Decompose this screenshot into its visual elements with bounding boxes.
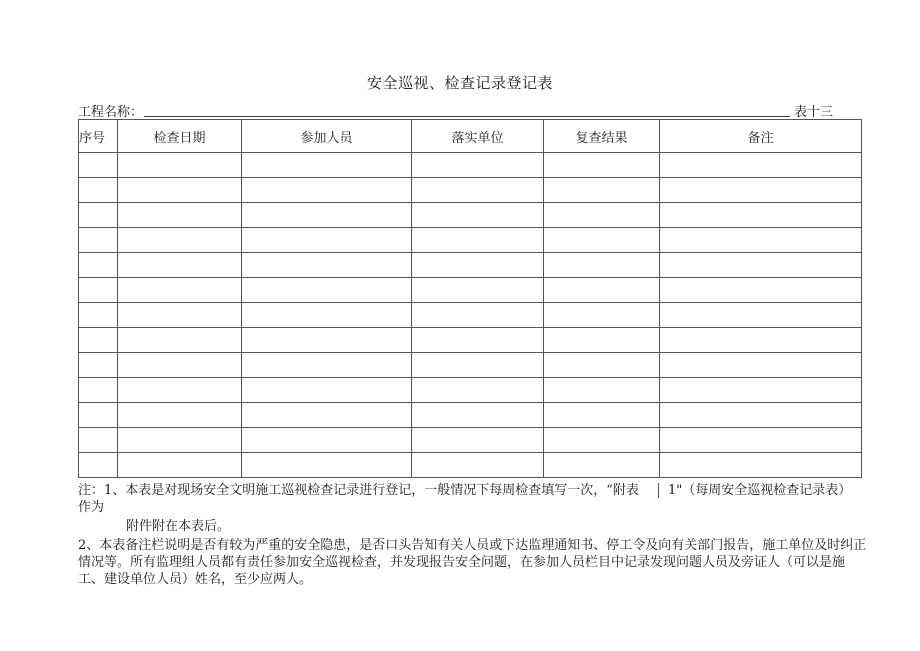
cell-recheck-result[interactable]	[544, 303, 660, 328]
cell-remarks[interactable]	[660, 228, 862, 253]
cell-check-date[interactable]	[118, 228, 242, 253]
table-header-row	[79, 120, 862, 153]
cell-remarks[interactable]	[660, 428, 862, 453]
cell-index[interactable]	[79, 378, 118, 403]
cell-remarks[interactable]	[660, 453, 862, 478]
cell-check-date[interactable]	[118, 378, 242, 403]
table-row	[79, 378, 862, 403]
cell-recheck-result[interactable]	[544, 278, 660, 303]
cell-check-date[interactable]	[118, 253, 242, 278]
cell-recheck-result[interactable]	[544, 228, 660, 253]
cell-index[interactable]	[79, 303, 118, 328]
column-header-responsible-unit: 落实单位	[412, 120, 544, 153]
table-row	[79, 253, 862, 278]
project-name-underline	[144, 116, 833, 117]
cell-index[interactable]	[79, 253, 118, 278]
cell-responsible-unit[interactable]	[412, 378, 544, 403]
cell-remarks[interactable]	[660, 278, 862, 303]
cell-responsible-unit[interactable]	[412, 278, 544, 303]
table-row	[79, 328, 862, 353]
cell-participants[interactable]	[242, 328, 412, 353]
table-number: 表十三	[790, 101, 833, 120]
cell-check-date[interactable]	[118, 178, 242, 203]
cell-recheck-result[interactable]	[544, 253, 660, 278]
cell-recheck-result[interactable]	[544, 353, 660, 378]
table-row	[79, 203, 862, 228]
column-header-check-date: 检查日期	[118, 120, 242, 153]
note-1-text: 注：1、本表是对现场安全文明施工巡视检查记录进行登记，一般情况下每周检查填写一次，“附表	[78, 483, 639, 498]
cell-remarks[interactable]	[660, 328, 862, 353]
note-1-attachment-line: 附件附在本表后。	[126, 519, 231, 534]
column-header-participants: 参加人员	[242, 120, 412, 153]
cell-remarks[interactable]	[660, 253, 862, 278]
cell-responsible-unit[interactable]	[412, 228, 544, 253]
column-header-index: 序号	[79, 120, 118, 153]
document-title: 安全巡视、检查记录登记表	[366, 74, 553, 92]
cell-recheck-result[interactable]	[544, 178, 660, 203]
project-name-field[interactable]	[144, 101, 444, 115]
cell-recheck-result[interactable]	[544, 153, 660, 178]
cell-recheck-result[interactable]	[544, 378, 660, 403]
cell-index[interactable]	[79, 428, 118, 453]
cell-responsible-unit[interactable]	[412, 428, 544, 453]
cell-participants[interactable]	[242, 203, 412, 228]
cell-recheck-result[interactable]	[544, 403, 660, 428]
cell-responsible-unit[interactable]	[412, 403, 544, 428]
note-1-line	[78, 482, 868, 499]
cell-recheck-result[interactable]	[544, 453, 660, 478]
cell-participants[interactable]	[242, 253, 412, 278]
cell-participants[interactable]	[242, 453, 412, 478]
cell-responsible-unit[interactable]	[412, 328, 544, 353]
cell-check-date[interactable]	[118, 353, 242, 378]
cell-participants[interactable]	[242, 378, 412, 403]
cell-remarks[interactable]	[660, 178, 862, 203]
table-body	[79, 153, 862, 478]
cell-recheck-result[interactable]	[544, 203, 660, 228]
column-header-recheck-result: 复查结果	[544, 120, 660, 153]
column-header-remarks: 备注	[660, 120, 862, 153]
cell-check-date[interactable]	[118, 328, 242, 353]
cell-check-date[interactable]	[118, 203, 242, 228]
table-row	[79, 153, 862, 178]
cell-participants[interactable]	[242, 153, 412, 178]
cell-remarks[interactable]	[660, 153, 862, 178]
cell-participants[interactable]	[242, 278, 412, 303]
table-row	[79, 228, 862, 253]
cell-responsible-unit[interactable]	[412, 203, 544, 228]
cell-responsible-unit[interactable]	[412, 353, 544, 378]
cell-remarks[interactable]	[660, 303, 862, 328]
cell-recheck-result[interactable]	[544, 328, 660, 353]
cell-responsible-unit[interactable]	[412, 253, 544, 278]
cell-participants[interactable]	[242, 303, 412, 328]
cell-index[interactable]	[79, 353, 118, 378]
cell-remarks[interactable]	[660, 378, 862, 403]
cell-check-date[interactable]	[118, 153, 242, 178]
cell-index[interactable]	[79, 178, 118, 203]
cell-participants[interactable]	[242, 228, 412, 253]
record-table	[78, 119, 862, 478]
cell-check-date[interactable]	[118, 453, 242, 478]
note-2-text: 2、本表备注栏说明是否有较为严重的安全隐患，是否口头告知有关人员或下达监理通知书、停工令及向有关部门报告，施工单位及时纠正情况等。所有监理组人员都有责任参加安全巡视检查，并发现报告安全问题，在参加人员栏目中记录发现问题人员及旁证人（可以是施工、建设单位人员）姓名，至少应两人。	[78, 538, 867, 587]
table-row	[79, 303, 862, 328]
cell-responsible-unit[interactable]	[412, 178, 544, 203]
cell-check-date[interactable]	[118, 278, 242, 303]
table-row	[79, 403, 862, 428]
cell-index[interactable]	[79, 228, 118, 253]
cell-remarks[interactable]	[660, 403, 862, 428]
table-row	[79, 278, 862, 303]
project-name-label: 工程名称：	[78, 105, 144, 120]
cell-check-date[interactable]	[118, 403, 242, 428]
cell-participants[interactable]	[242, 403, 412, 428]
notes-section	[78, 482, 868, 588]
table-row	[79, 353, 862, 378]
cell-participants[interactable]	[242, 353, 412, 378]
cell-index[interactable]	[79, 403, 118, 428]
cell-check-date[interactable]	[118, 303, 242, 328]
cell-index[interactable]	[79, 453, 118, 478]
note-1-attachment: 1"（每周安全巡视检查记录表）	[668, 483, 852, 498]
note-1-continuation: 作为	[78, 500, 105, 515]
cell-recheck-result[interactable]	[544, 428, 660, 453]
cell-index[interactable]	[79, 153, 118, 178]
table-row	[79, 428, 862, 453]
cell-index[interactable]	[79, 278, 118, 303]
table-row	[79, 178, 862, 203]
cell-index[interactable]	[79, 203, 118, 228]
cell-index[interactable]	[79, 328, 118, 353]
cell-responsible-unit[interactable]	[412, 453, 544, 478]
cell-remarks[interactable]	[660, 203, 862, 228]
table-row	[79, 453, 862, 478]
cell-check-date[interactable]	[118, 428, 242, 453]
cell-participants[interactable]	[242, 428, 412, 453]
cell-responsible-unit[interactable]	[412, 153, 544, 178]
cell-participants[interactable]	[242, 178, 412, 203]
cell-responsible-unit[interactable]	[412, 303, 544, 328]
cell-remarks[interactable]	[660, 353, 862, 378]
project-line	[78, 101, 833, 119]
